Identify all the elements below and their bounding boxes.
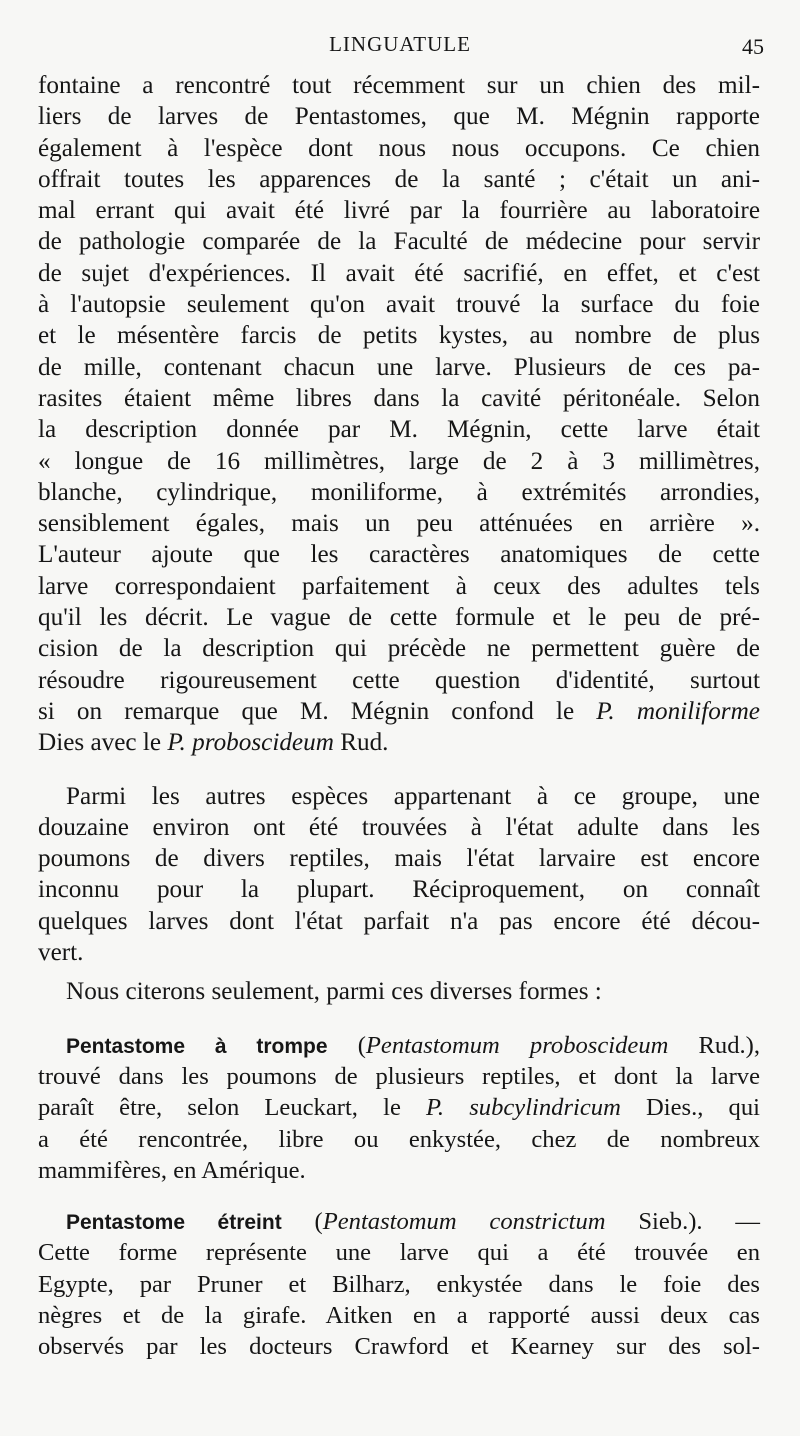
text-line: inconnu pour la plupart. Réciproquement, on connaît <box>38 876 760 904</box>
paragraph-gap <box>38 759 760 781</box>
species-name: P. proboscideum <box>167 729 334 757</box>
text-line: nègres et de la girafe. Aitken en a rapporté aussi deux cas <box>38 1301 760 1329</box>
text-line: Parmi les autres espèces appartenant à ce groupe, une <box>66 782 760 810</box>
paragraph-1 <box>38 70 760 759</box>
text-run: Rud. <box>333 729 389 757</box>
text-line: la description donnée par M. Mégnin, cette larve était <box>38 416 760 444</box>
text-run: ( <box>281 1208 323 1236</box>
text-line: rasites étaient même libres dans la cavité péritonéale. Selon <box>38 384 760 412</box>
text-run: Rud.), <box>668 1031 761 1059</box>
text-line: blanche, cylindrique, moniliforme, à extrémités arrondies, <box>38 478 760 506</box>
entry-heading: Pentastome étreint <box>66 1211 282 1235</box>
text-line: larve correspondaient parfaitement à ceux des adultes tels <box>38 572 760 600</box>
text-line: sensiblement égales, mais un peu atténuées en arrière ». <box>38 510 760 538</box>
text-line: poumons de divers reptiles, mais l'état larvaire est encore <box>38 845 760 873</box>
text-line: fontaine a rencontré tout récemment sur un chien des mil- <box>38 72 760 99</box>
text-line <box>38 696 760 727</box>
paragraph-gap <box>38 968 760 976</box>
text-line <box>38 1206 760 1237</box>
text-line: Cette forme représente une larve qui a été trouvée en <box>38 1239 760 1267</box>
text-line: Egypte, par Pruner et Bilharz, enkystée dans le foie des <box>38 1270 760 1298</box>
text-line: cision de la description qui précède ne permettent guère de <box>38 635 760 663</box>
running-title: LINGUATULE <box>329 32 471 56</box>
text-run: Sieb.). — <box>605 1208 760 1236</box>
body-text <box>38 70 760 1363</box>
text-line: quelques larves dont l'état parfait n'a pas encore été décou- <box>38 907 760 935</box>
text-run: paraît être, selon Leuckart, le <box>38 1094 427 1122</box>
paragraph-2 <box>38 781 760 969</box>
text-line: Nous citerons seulement, parmi ces diverses formes : <box>66 978 602 1006</box>
text-run: Dies avec le <box>38 729 168 757</box>
text-line: de mille, contenant chacun une larve. Plusieurs de ces pa- <box>38 353 760 381</box>
text-line <box>38 1030 760 1061</box>
species-name: P. subcylindricum <box>426 1094 621 1122</box>
text-line: L'auteur ajoute que les caractères anatomiques de cette <box>38 541 760 569</box>
text-line: mammifères, en Amérique. <box>38 1156 306 1184</box>
entry-heading: Pentastome à trompe <box>66 1034 328 1058</box>
entry-pentastome-a-trompe <box>38 1030 760 1186</box>
page-header <box>0 28 800 62</box>
species-name: P. moniliforme <box>596 697 760 725</box>
species-name: Pentastomum proboscideum <box>365 1031 669 1059</box>
text-line: offrait toutes les apparences de la santé ; c'était un ani- <box>38 165 760 193</box>
text-line <box>38 1092 760 1123</box>
paragraph-3 <box>38 976 760 1007</box>
text-line: trouvé dans les poumons de plusieurs reptiles, et dont la larve <box>38 1062 760 1090</box>
text-line: vert. <box>38 939 84 967</box>
text-run: si on remarque que M. Mégnin confond le <box>38 697 597 725</box>
text-line: de pathologie comparée de la Faculté de médecine pour servir <box>38 228 760 256</box>
text-line: a été rencontrée, libre ou enkystée, chez de nombreux <box>38 1125 760 1153</box>
text-line: résoudre rigoureusement cette question d'identité, surtout <box>38 666 760 694</box>
text-run: Dies., qui <box>620 1094 760 1122</box>
species-name: Pentastomum constrictum <box>322 1208 606 1236</box>
text-line: et le mésentère farcis de petits kystes, au nombre de plus <box>38 322 760 350</box>
text-line: de sujet d'expériences. Il avait été sacrifié, en effet, et c'est <box>38 259 760 287</box>
text-line: mal errant qui avait été livré par la fourrière au laboratoire <box>38 197 760 225</box>
text-line: qu'il les décrit. Le vague de cette formule et le peu de pré- <box>38 604 760 632</box>
entry-pentastome-etreint <box>38 1206 760 1362</box>
paragraph-gap <box>38 1186 760 1206</box>
paragraph-gap <box>38 1008 760 1030</box>
text-line: douzaine environ ont été trouvées à l'état adulte dans les <box>38 813 760 841</box>
text-line: observés par les docteurs Crawford et Kearney sur des sol- <box>38 1333 760 1361</box>
text-line: également à l'espèce dont nous nous occupons. Ce chien <box>38 134 760 162</box>
text-line: liers de larves de Pentastomes, que M. Mégnin rapporte <box>38 103 760 131</box>
text-line: « longue de 16 millimètres, large de 2 à 3 millimètres, <box>38 447 760 475</box>
page-number: 45 <box>742 34 764 59</box>
text-run: ( <box>327 1031 366 1059</box>
text-line: à l'autopsie seulement qu'on avait trouvé la surface du foie <box>38 291 760 319</box>
text-line <box>38 727 760 758</box>
